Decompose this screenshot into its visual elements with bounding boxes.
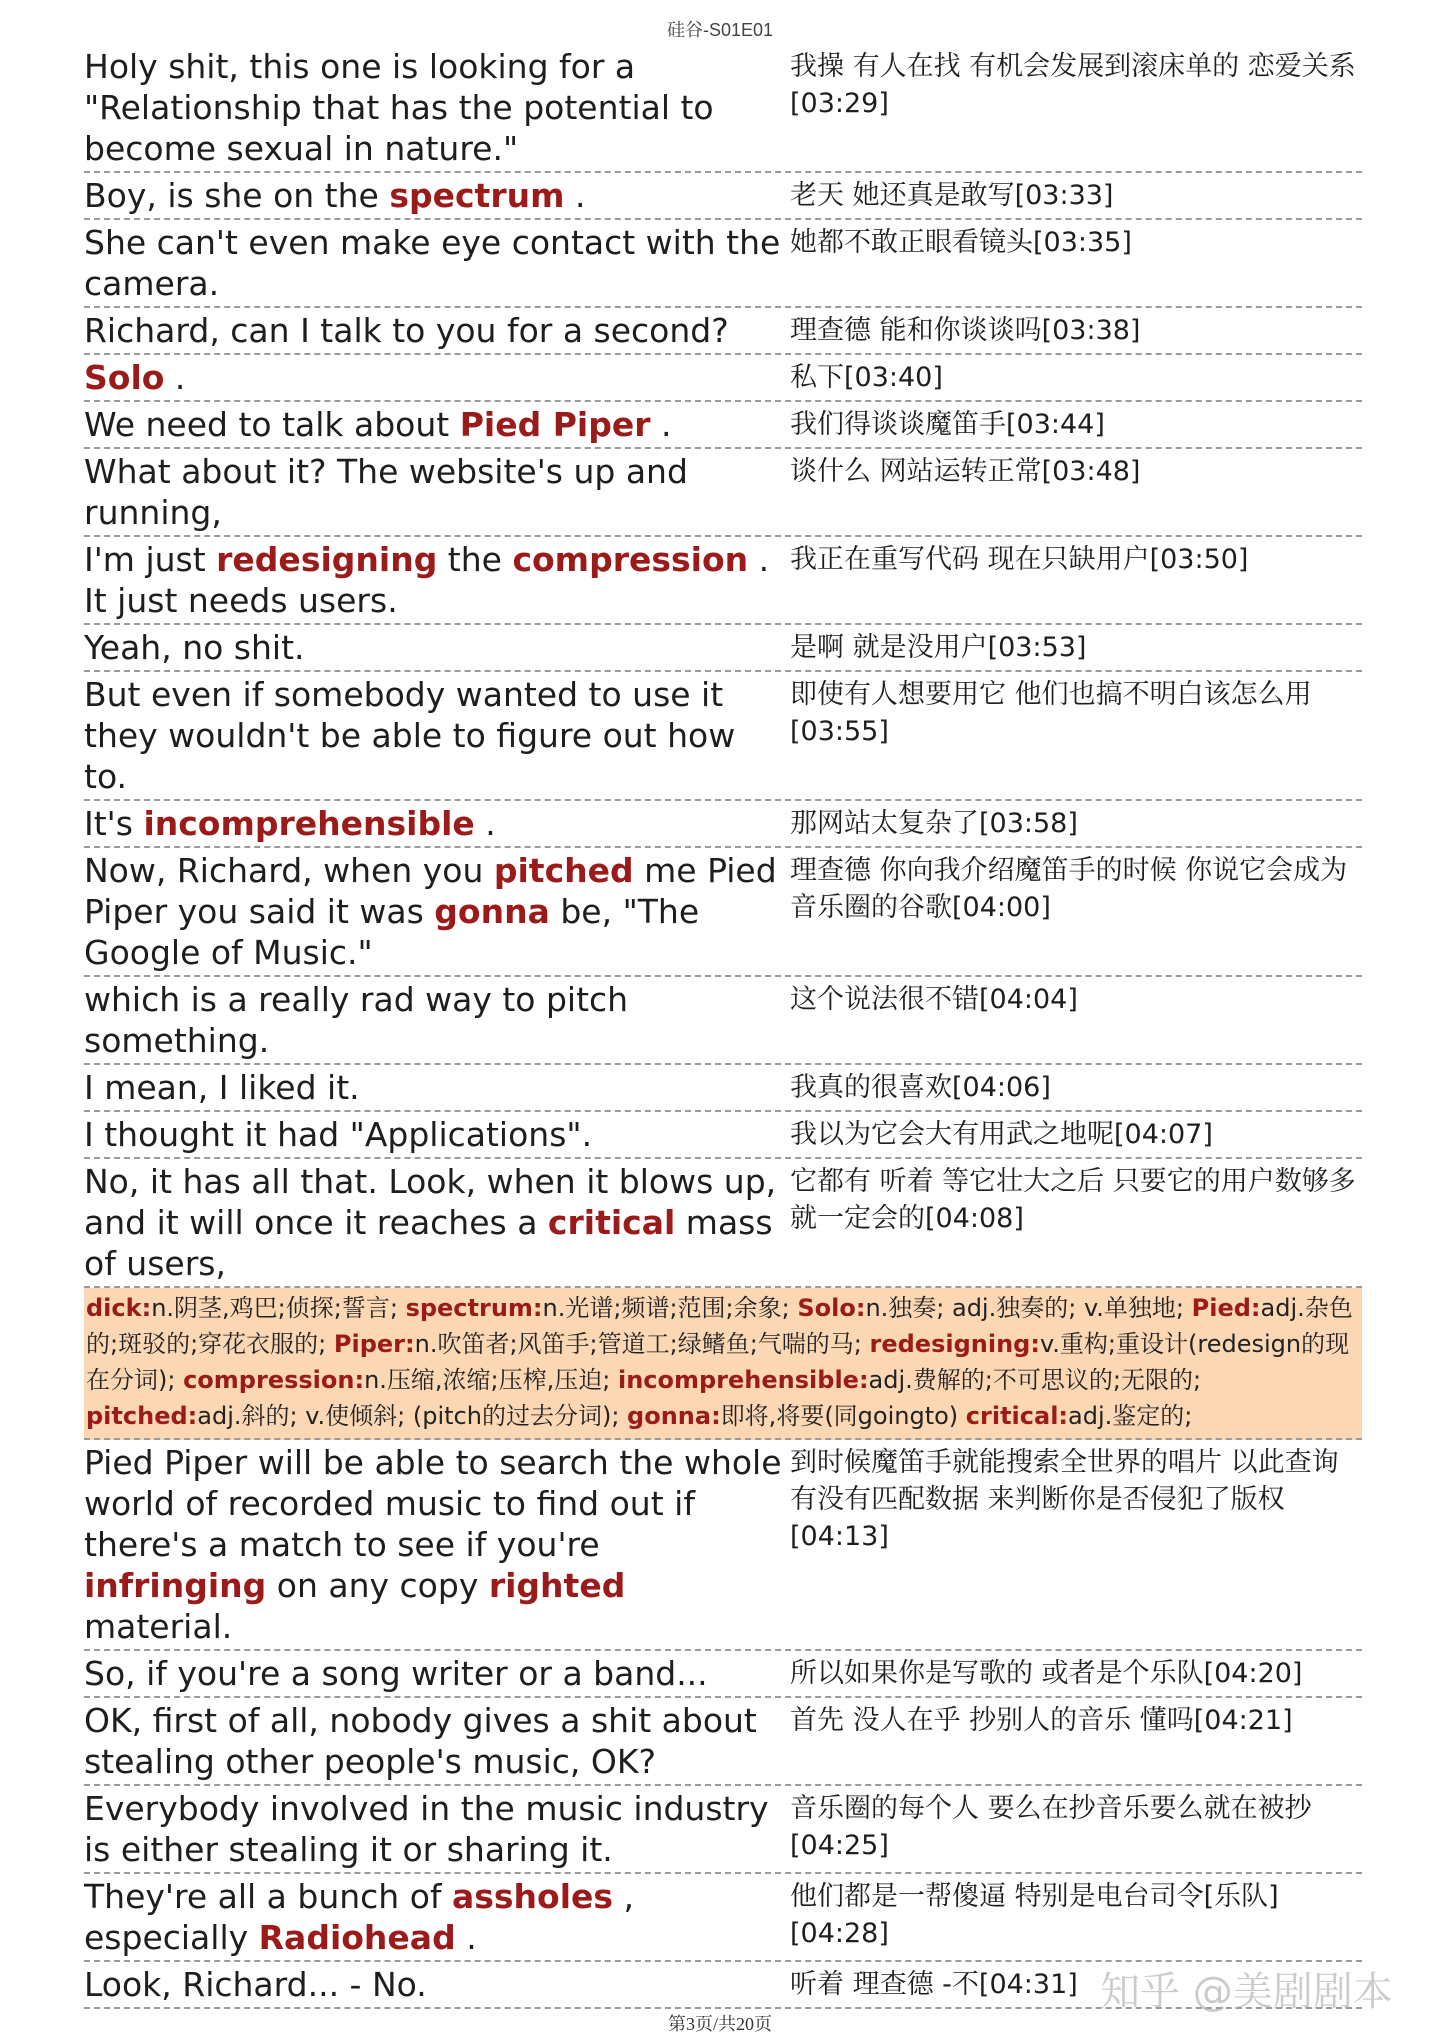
subtitle-table: [84, 44, 1362, 2009]
vocab-word: spectrum:: [405, 1294, 543, 1322]
vocab-definition: n.吹笛者;风笛手;管道工;绿鳍鱼;气喘的马;: [414, 1330, 870, 1358]
english-text: on any copy: [266, 1566, 489, 1605]
english-line: [84, 1651, 784, 1696]
subtitle-row: [84, 1065, 1362, 1112]
english-text: I'm just: [84, 540, 217, 579]
document-header: 硅谷-S01E01: [666, 20, 774, 40]
subtitle-row: [84, 625, 1362, 672]
subtitle-row: [84, 173, 1362, 220]
english-line: [84, 173, 784, 218]
chinese-translation: 我真的很喜欢[04:06]: [790, 1072, 1051, 1103]
keyword: assholes: [452, 1877, 614, 1916]
english-line: [84, 1112, 784, 1157]
subtitle-row: [84, 537, 1362, 625]
chinese-translation: 我操 有人在找 有机会发展到滚床单的 恋爱关系[03:29]: [790, 51, 1356, 119]
chinese-translation: 是啊 就是没用户[03:53]: [790, 632, 1087, 663]
chinese-translation: 即使有人想要用它 他们也搞不明白该怎么用[03:55]: [790, 679, 1312, 747]
keyword: spectrum: [389, 176, 565, 215]
subtitle-row: [84, 1786, 1362, 1874]
vocab-definition: adj.鉴定的;: [1068, 1402, 1193, 1430]
english-text: No, it has all that. Look, when it blows up, and it will once it reaches a: [84, 1162, 777, 1242]
vocab-definition: adj.斜的; v.使倾斜; (pitch的过去分词);: [197, 1402, 628, 1430]
keyword: pitched: [493, 851, 634, 890]
english-line: [84, 1065, 784, 1110]
english-text: Yeah, no shit.: [84, 628, 305, 667]
zhihu-watermark: 知乎 @美剧剧本: [1100, 1969, 1393, 2015]
keyword: Pied Piper: [459, 405, 651, 444]
english-line: [84, 308, 784, 353]
english-text: Holy shit, this one is looking for a "Relationship that has the potential to become sexual in nature.": [84, 47, 714, 168]
chinese-translation: 听着 理查德 -不[04:31]: [790, 1969, 1078, 2000]
english-text: We need to talk about: [84, 405, 460, 444]
english-text: So, if you're a song writer or a band...: [84, 1654, 708, 1693]
keyword: incomprehensible: [143, 804, 475, 843]
english-line: [84, 1159, 784, 1286]
english-line: [84, 402, 784, 447]
subtitle-row: [84, 308, 1362, 355]
english-line: [84, 801, 784, 846]
vocab-word: critical:: [965, 1402, 1069, 1430]
subtitle-row: [84, 1112, 1362, 1159]
english-text: OK, first of all, nobody gives a shit about stealing other people's music, OK?: [84, 1701, 757, 1781]
english-text: Now, Richard, when you: [84, 851, 494, 890]
english-text: the: [437, 540, 513, 579]
vocab-word: redesigning:: [869, 1330, 1040, 1358]
chinese-translation: 所以如果你是写歌的 或者是个乐队[04:20]: [790, 1658, 1303, 1689]
chinese-translation: 这个说法很不错[04:04]: [790, 984, 1078, 1015]
english-text: But even if somebody wanted to use it they wouldn't be able to figure out how to.: [84, 675, 736, 796]
english-text: They're all a bunch of: [84, 1877, 452, 1916]
subtitle-row: [84, 1698, 1362, 1786]
page-footer: 第3页/共20页: [667, 2014, 772, 2034]
vocab-word: dick:: [86, 1294, 152, 1322]
english-text: Pied Piper will be able to search the whole world of recorded music to find out if there's a match to see if you're: [84, 1443, 782, 1564]
vocab-definition: n.光谱;频谱;范围;余象;: [542, 1294, 798, 1322]
keyword: compression: [512, 540, 749, 579]
vocab-definition: 即将,将要(同goingto): [720, 1402, 966, 1430]
chinese-translation: 她都不敢正眼看镜头[03:35]: [790, 227, 1132, 258]
subtitle-row: [84, 44, 1362, 173]
english-text: material.: [84, 1607, 233, 1646]
vocab-definition: v.重构;重设计(redesign的现在分词);: [86, 1330, 1350, 1394]
english-line: [84, 537, 784, 623]
english-text: I mean, I liked it.: [84, 1068, 360, 1107]
keyword: Solo: [84, 358, 165, 397]
vocab-word: incomprehensible:: [617, 1366, 869, 1394]
english-text: .: [474, 804, 496, 843]
chinese-translation: 理查德 能和你谈谈吗[03:38]: [790, 315, 1141, 346]
subtitle-row: [84, 1440, 1362, 1651]
keyword: gonna: [434, 892, 550, 931]
english-text: I thought it had "Applications".: [84, 1115, 593, 1154]
chinese-translation: 音乐圈的每个人 要么在抄音乐要么就在被抄[04:25]: [790, 1793, 1312, 1861]
english-line: [84, 977, 784, 1063]
english-line: [84, 1786, 784, 1872]
vocab-word: Solo:: [797, 1294, 866, 1322]
keyword: righted: [488, 1566, 626, 1605]
english-line: [84, 220, 784, 306]
keyword: redesigning: [216, 540, 438, 579]
vocabulary-box: [84, 1288, 1362, 1440]
subtitle-row: [84, 402, 1362, 449]
english-text: .: [564, 176, 586, 215]
english-text: What about it? The website's up and running,: [84, 452, 688, 532]
chinese-translation: 它都有 听着 等它壮大之后 只要它的用户数够多就一定会的[04:08]: [790, 1166, 1356, 1234]
english-text: Look, Richard... - No.: [84, 1965, 427, 2004]
chinese-translation: 我正在重写代码 现在只缺用户[03:50]: [790, 544, 1249, 575]
chinese-translation: 谈什么 网站运转正常[03:48]: [790, 456, 1141, 487]
vocab-definition: n.阴茎,鸡巴;侦探;誓言;: [151, 1294, 406, 1322]
english-line: [84, 848, 784, 975]
english-line: [84, 1874, 784, 1960]
subtitle-row: [84, 848, 1362, 977]
chinese-translation: 他们都是一帮傻逼 特别是电台司令[乐队][04:28]: [790, 1881, 1279, 1949]
english-text: which is a really rad way to pitch something.: [84, 980, 629, 1060]
chinese-translation: 到时候魔笛手就能搜索全世界的唱片 以此查询有没有匹配数据 来判断你是否侵犯了版权[04:13]: [790, 1447, 1339, 1552]
english-text: me Pied Piper you said it was: [84, 851, 777, 931]
subtitle-row: [84, 1651, 1362, 1698]
english-line: [84, 625, 784, 670]
chinese-translation: 老天 她还真是敢写[03:33]: [790, 180, 1114, 211]
vocab-definition: n.独奏; adj.独奏的; v.单独地;: [865, 1294, 1192, 1322]
vocab-word: compression:: [183, 1366, 365, 1394]
english-text: She can't even make eye contact with the camera.: [84, 223, 781, 303]
vocab-word: Piper:: [333, 1330, 415, 1358]
english-text: , especially: [84, 1877, 635, 1957]
english-text: .: [164, 358, 186, 397]
english-text: . It just needs users.: [84, 540, 770, 620]
english-line: [84, 672, 784, 799]
english-text: Everybody involved in the music industry is either stealing it or sharing it.: [84, 1789, 769, 1869]
chinese-translation: 私下[03:40]: [790, 362, 943, 393]
english-line: [84, 449, 784, 535]
vocab-definition: adj.杂色的;斑驳的;穿花衣服的;: [86, 1294, 1353, 1358]
chinese-translation: 首先 没人在乎 抄别人的音乐 懂吗[04:21]: [790, 1705, 1293, 1736]
subtitle-rows-part-2: [84, 1440, 1362, 2009]
chinese-translation: 我以为它会大有用武之地呢[04:07]: [790, 1119, 1213, 1150]
english-line: [84, 1698, 784, 1784]
vocab-definition: n.压缩,浓缩;压榨,压迫;: [364, 1366, 618, 1394]
english-text: .: [455, 1918, 477, 1957]
english-text: Boy, is she on the: [84, 176, 390, 215]
subtitle-rows-part-1: [84, 44, 1362, 1288]
english-line: [84, 1962, 784, 2007]
subtitle-row: [84, 801, 1362, 848]
subtitle-row: [84, 1159, 1362, 1288]
subtitle-row: [84, 449, 1362, 537]
vocab-word: Pied:: [1191, 1294, 1261, 1322]
english-line: [84, 355, 784, 400]
english-text: mass of users,: [84, 1203, 773, 1283]
subtitle-row: [84, 355, 1362, 402]
english-line: [84, 1440, 784, 1649]
english-text: be, "The Google of Music.": [84, 892, 700, 972]
english-line: [84, 44, 784, 171]
chinese-translation: 那网站太复杂了[03:58]: [790, 808, 1078, 839]
subtitle-row: [84, 977, 1362, 1065]
chinese-translation: 我们得谈谈魔笛手[03:44]: [790, 409, 1105, 440]
english-text: Richard, can I talk to you for a second?: [84, 311, 729, 350]
english-text: It's: [84, 804, 144, 843]
vocab-definition: adj.费解的;不可思议的;无限的;: [868, 1366, 1202, 1394]
subtitle-row: [84, 220, 1362, 308]
subtitle-row: [84, 1874, 1362, 1962]
keyword: critical: [547, 1203, 676, 1242]
keyword: infringing: [84, 1566, 267, 1605]
vocab-word: pitched:: [86, 1402, 198, 1430]
english-text: .: [650, 405, 672, 444]
vocab-word: gonna:: [627, 1402, 721, 1430]
chinese-translation: 理查德 你向我介绍魔笛手的时候 你说它会成为 音乐圈的谷歌[04:00]: [790, 855, 1348, 923]
subtitle-row: [84, 672, 1362, 801]
keyword: Radiohead: [258, 1918, 456, 1957]
